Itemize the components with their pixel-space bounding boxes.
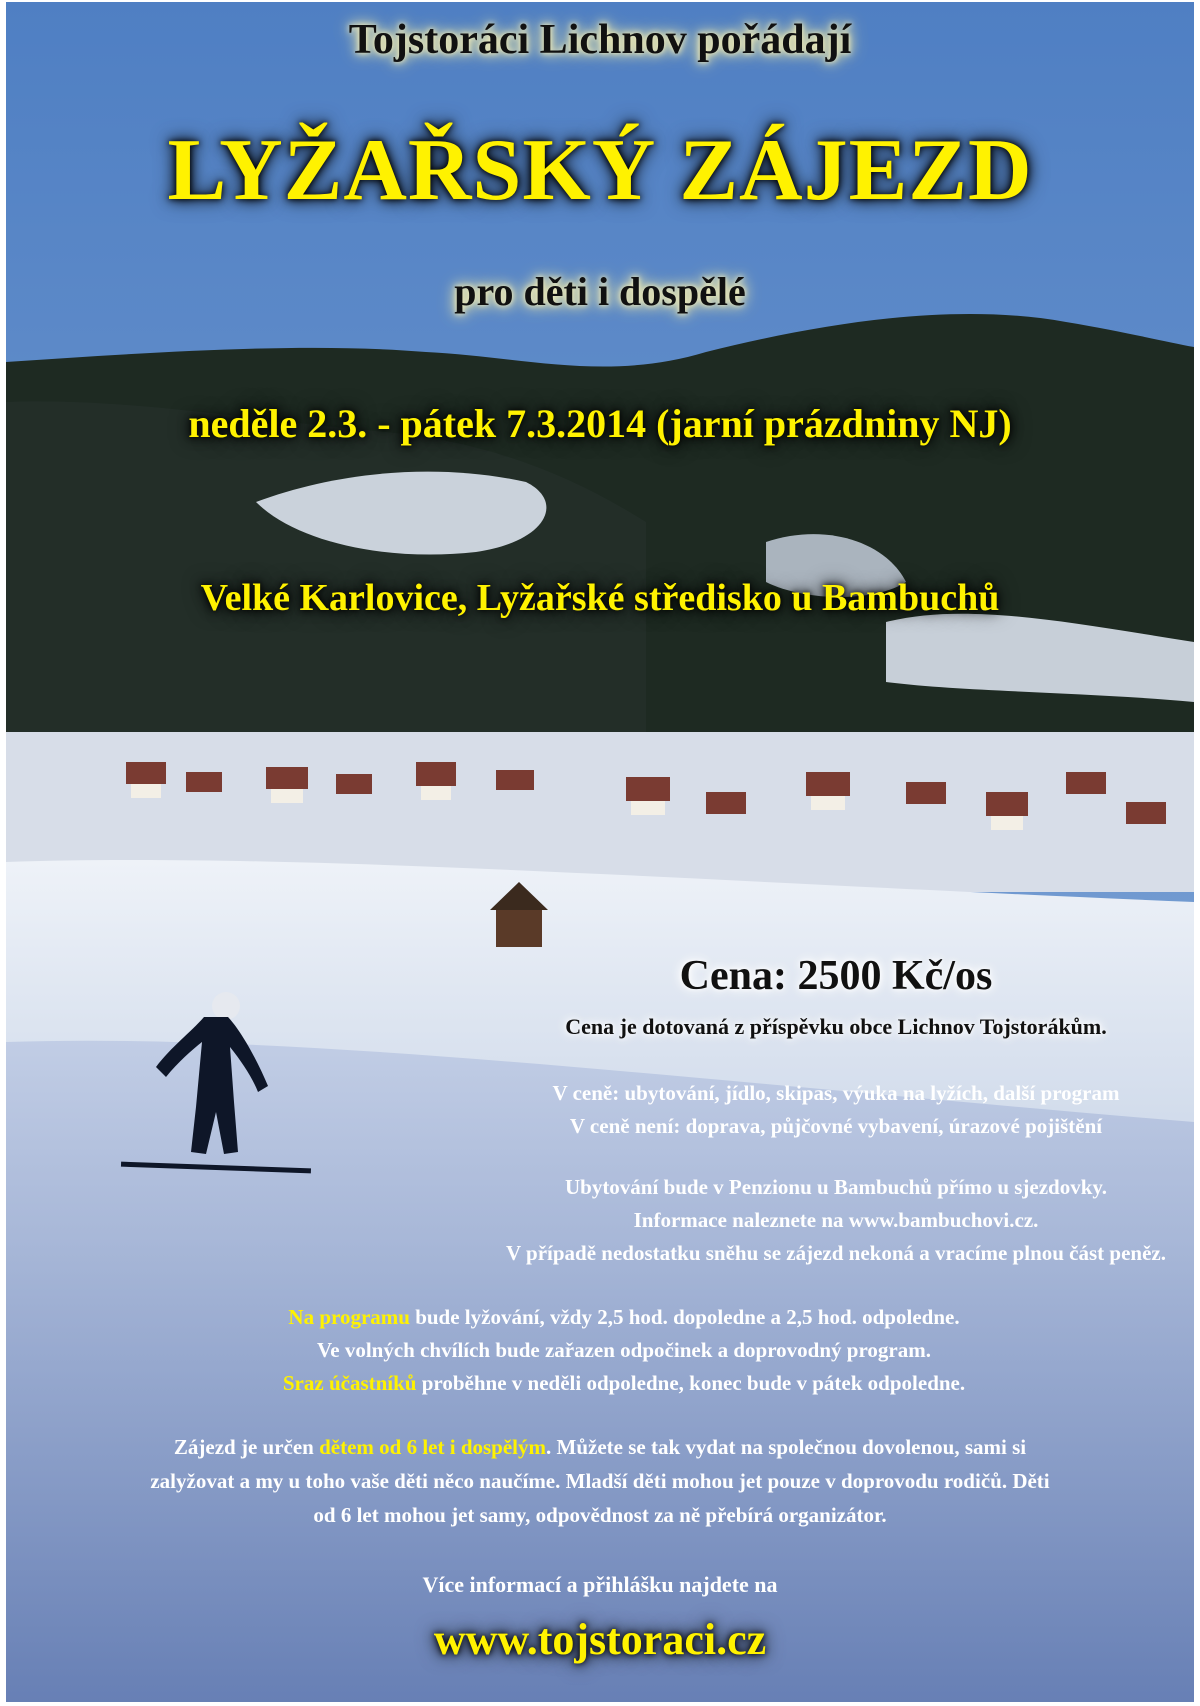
trip-location: Velké Karlovice, Lyžařské středisko u Bambuchů xyxy=(200,577,1000,619)
free-time-line: Ve volných chvílích bude zařazen odpočinek a doprovodný program. xyxy=(317,1338,931,1362)
audience-highlight: dětem od 6 let i dospělým xyxy=(319,1435,546,1459)
accommodation-text: Ubytování bude v Penzionu u Bambuchů přímo u sjezdovky. xyxy=(564,1175,1108,1199)
program-highlight: Na programu xyxy=(288,1305,410,1329)
program-rest: bude lyžování, vždy 2,5 hod. dopoledne a 2,5 hod. odpoledne. xyxy=(409,1305,960,1329)
audience-line-3: od 6 let mohou jet samy, odpovědnost za ně přebírá organizátor. xyxy=(313,1503,887,1527)
meeting-highlight: Sraz účastníků xyxy=(282,1371,417,1395)
ski-trip-poster xyxy=(6,2,1194,1702)
excludes-text: V ceně není: doprava, půjčovné vybavení, úrazové pojištění xyxy=(569,1114,1103,1138)
info-web-text: Informace naleznete na www.bambuchovi.cz. xyxy=(633,1208,1039,1232)
program-line xyxy=(30,1300,1194,1334)
website-link[interactable]: www.tojstoraci.cz xyxy=(433,1615,767,1664)
audience-b: . Můžete se tak vydat na společnou dovolenou, sami si xyxy=(546,1435,1027,1459)
price-label: Cena: 2500 Kč/os xyxy=(679,953,993,999)
organizer-heading: Tojstoráci Lichnov pořádají xyxy=(348,17,852,63)
page-title: LYŽAŘSKÝ ZÁJEZD xyxy=(167,122,1033,219)
more-info-text: Více informací a přihlášku najdete na xyxy=(422,1572,778,1597)
snow-warning: V případě nedostatku sněhu se zájezd nekoná a vracíme plnou část peněz. xyxy=(506,1241,1166,1265)
trip-dates: neděle 2.3. - pátek 7.3.2014 (jarní prázdniny NJ) xyxy=(188,401,1012,446)
audience-line-2: zalyžovat a my u toho vaše děti něco naučíme. Mladší děti mohou jet pouze v doprovodu rodičů. Děti xyxy=(150,1469,1050,1493)
audience-line-1 xyxy=(6,1430,1194,1464)
includes-text: V ceně: ubytování, jídlo, skipas, výuka na lyžích, další program xyxy=(552,1081,1120,1105)
subtitle: pro děti i dospělé xyxy=(454,269,746,314)
meeting-line xyxy=(30,1366,1194,1400)
meeting-rest: proběhne v neděli odpoledne, konec bude v pátek odpoledne. xyxy=(416,1371,966,1395)
audience-a: Zájezd je určen xyxy=(173,1435,320,1459)
price-note: Cena je dotovaná z příspěvku obce Lichnov Tojstorákům. xyxy=(565,1014,1107,1039)
